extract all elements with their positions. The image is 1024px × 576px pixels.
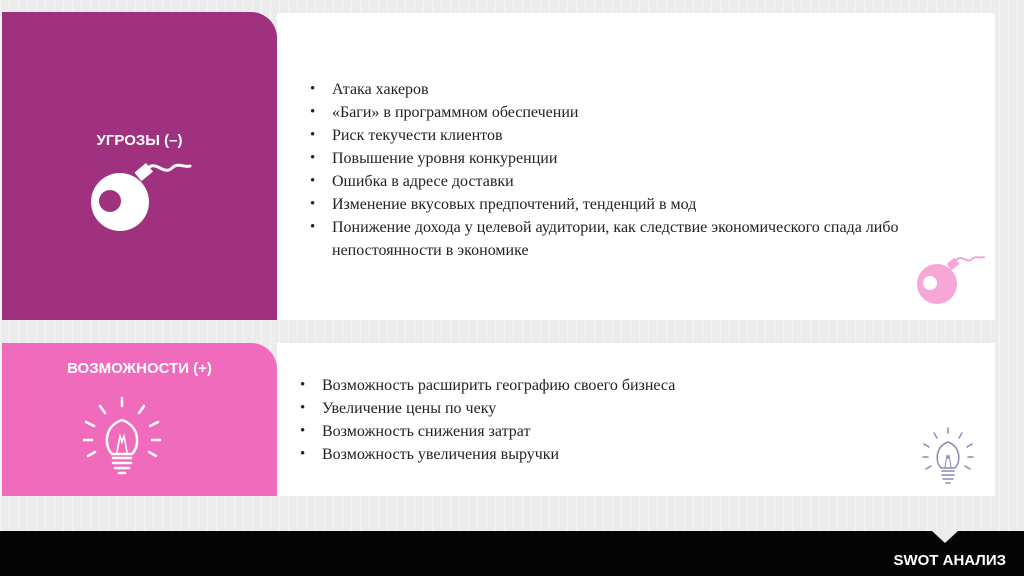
list-item: • Возможность снижения затрат (296, 420, 906, 443)
list-item: • «Баги» в программном обеспечении (306, 101, 986, 124)
bomb-icon (86, 158, 196, 238)
list-item: • Увеличение цены по чеку (296, 397, 906, 420)
list-item: • Изменение вкусовых предпочтений, тенденций в мод (306, 193, 986, 216)
list-item: • Риск текучести клиентов (306, 124, 986, 147)
light-bulb-icon (918, 424, 978, 488)
opportunities-title: ВОЗМОЖНОСТИ (+) (67, 360, 212, 377)
opportunities-list (296, 374, 906, 466)
list-item: • Понижение дохода у целевой аудитории, как следствие экономического спада либо непостоянности в экономике (306, 216, 986, 262)
footer-title: SWOT АНАЛИЗ (893, 552, 1006, 569)
light-bulb-icon (80, 396, 164, 480)
threats-title: УГРОЗЫ (–) (96, 132, 183, 149)
threats-list (306, 78, 986, 262)
footer-bar (0, 531, 1024, 576)
list-item: • Возможность расширить географию своего бизнеса (296, 374, 906, 397)
list-item: • Атака хакеров (306, 78, 986, 101)
list-item: • Повышение уровня конкуренции (306, 147, 986, 170)
bomb-icon (912, 252, 986, 308)
list-item: • Ошибка в адресе доставки (306, 170, 986, 193)
footer-notch (932, 531, 958, 543)
list-item: • Возможность увеличения выручки (296, 443, 906, 466)
